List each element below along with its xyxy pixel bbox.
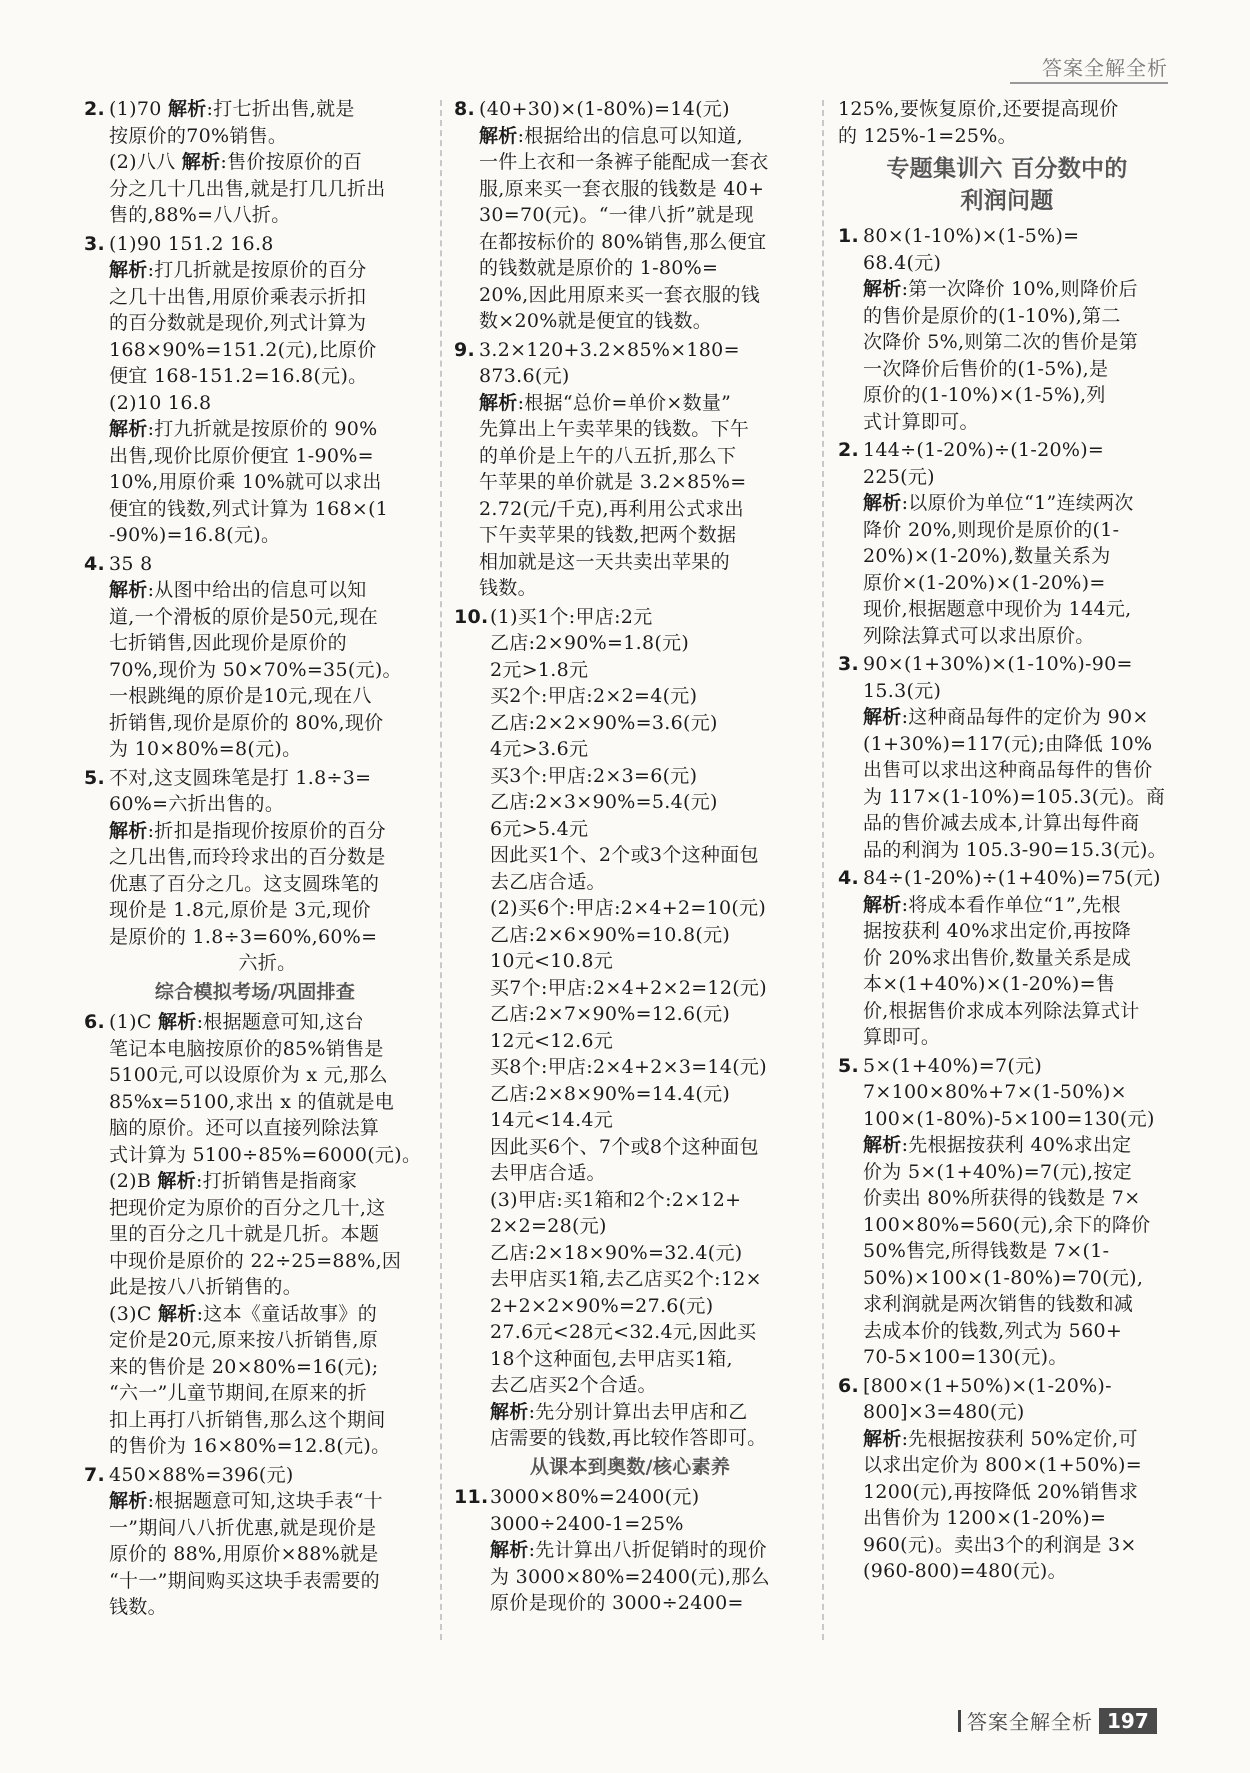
answer-line: 来的售价是 20×80%=16(元); <box>109 1355 379 1378</box>
answer-line: 50%)×100×(1-80%)=70(元), <box>863 1266 1144 1289</box>
answer-line: 去乙店合适。 <box>490 870 606 893</box>
answer-line: 的售价是原价的(1-10%),第二 <box>863 304 1121 327</box>
answer-line: 之几出售,而玲玲求出的百分数是 <box>109 846 386 868</box>
answer-line: 折销售,现价是原价的 80%,现价 <box>109 711 384 734</box>
answer-line: 式计算即可。 <box>863 410 979 433</box>
answer-line: 20%,因此用原来买一套衣服的钱 <box>479 283 761 306</box>
profit-item-1 <box>838 223 1176 435</box>
answer-line: 乙店:2×7×90%=12.6(元) <box>490 1003 731 1025</box>
answer-line: 为 10×80%=8(元)。 <box>109 738 302 760</box>
answer-line: 不对,这支圆珠笔是打 1.8÷3= <box>109 766 372 789</box>
answer-line: (3)C 解析:这本《童话故事》的 <box>109 1302 378 1325</box>
answer-line: 解析:将成本看作单位“1”,先根 <box>863 893 1121 916</box>
answer-line: 乙店:2×18×90%=32.4(元) <box>490 1241 743 1264</box>
section-title <box>838 153 1176 217</box>
answer-line: 买8个:甲店:2×4+2×3=14(元) <box>490 1056 767 1078</box>
answer-line: 解析:先根据按获利 40%求出定 <box>863 1134 1132 1156</box>
footer-bar <box>958 1710 961 1732</box>
answer-line: 为 117×(1-10%)=105.3(元)。商 <box>863 785 1166 808</box>
answer-line: 解析:先分别计算出去甲店和乙 <box>490 1400 748 1423</box>
answer-column-3 <box>838 96 1176 1656</box>
answer-item-9 <box>454 337 806 602</box>
answer-line: 数×20%就是便宜的钱数。 <box>479 310 713 332</box>
answer-line: 式计算为 5100÷85%=6000(元)。 <box>109 1143 422 1166</box>
answer-line: (1+30%)=117(元);由降低 10% <box>863 732 1153 755</box>
answer-line: 售的,88%=八八折。 <box>109 204 291 226</box>
answer-line: 降价 20%,则现价是原价的(1- <box>863 518 1120 541</box>
continued-answer <box>838 96 1176 149</box>
answer-line: 80×(1-10%)×(1-5%)= <box>863 225 1080 247</box>
answer-line: 5×(1+40%)=7(元) <box>863 1054 1043 1077</box>
answer-line: (2)八八 解析:售价按原价的百 <box>109 151 363 173</box>
footer-title: 答案全解全析 <box>967 1710 1093 1734</box>
answer-column-1 <box>84 96 426 1656</box>
answer-line: 去乙店买2个合适。 <box>490 1374 657 1396</box>
answer-line: 2.72(元/千克),再利用公式求出 <box>479 497 744 520</box>
answer-line: 价为 5×(1+40%)=7(元),按定 <box>863 1160 1132 1183</box>
answer-line: 的钱数就是原价的 1-80%= <box>479 257 719 279</box>
section-heading-core: 从课本到奥数/核心素养 <box>529 1455 731 1478</box>
answer-line: 一根跳绳的原价是10元,现在八 <box>109 685 372 707</box>
answer-line: 27.6元<28元<32.4元,因此买 <box>490 1321 757 1343</box>
answer-line: 乙店:2×3×90%=5.4(元) <box>490 791 718 813</box>
answer-line: 解析:根据给出的信息可以知道, <box>479 124 743 147</box>
profit-item-4 <box>838 865 1176 1051</box>
item-number: 5. <box>838 1054 860 1077</box>
answer-line: 60%=六折出售的。 <box>109 793 285 815</box>
answer-line: 去甲店买1箱,去乙店买2个:12× <box>490 1268 762 1290</box>
item-number: 2. <box>838 439 860 461</box>
answer-line: 100×(1-80%)-5×100=130(元) <box>863 1107 1155 1130</box>
answer-line: 168×90%=151.2(元),比原价 <box>109 338 377 361</box>
answer-line: (40+30)×(1-80%)=14(元) <box>479 98 730 120</box>
answer-line: 的售价为 16×80%=12.8(元)。 <box>109 1435 391 1457</box>
answer-line: 解析:这种商品每件的定价为 90× <box>863 706 1149 728</box>
item-number: 1. <box>838 225 860 247</box>
answer-line: 先算出上午卖苹果的钱数。下午 <box>479 418 750 440</box>
answer-line: 20%)×(1-20%),数量关系为 <box>863 545 1111 567</box>
answer-line: 买3个:甲店:2×3=6(元) <box>490 764 698 787</box>
answer-line: 脑的原价。还可以直接列除法算 <box>109 1117 380 1139</box>
answer-line: 服,原来买一套衣服的钱数是 40+ <box>479 177 765 200</box>
answer-line: 乙店:2×8×90%=14.4(元) <box>490 1082 731 1105</box>
answer-line: 800]×3=480(元) <box>863 1401 1025 1423</box>
answer-line: 价卖出 80%所获得的钱数是 7× <box>863 1187 1141 1209</box>
answer-line: 午苹果的单价就是 3.2×85%= <box>479 471 747 493</box>
item-number: 6. <box>84 1011 106 1033</box>
answer-line: (960-800)=480(元)。 <box>863 1560 1067 1582</box>
answer-line: 把现价定为原价的百分之几十,这 <box>109 1196 386 1219</box>
answer-line: 18个这种面包,去甲店买1箱, <box>490 1347 733 1370</box>
answer-line: 的单价是上午的八五折,那么下 <box>479 444 737 467</box>
answer-line: 现价,根据题意中现价为 144元, <box>863 598 1132 620</box>
answer-line: 960(元)。卖出3个的利润是 3× <box>863 1533 1137 1556</box>
answer-line: (2)买6个:甲店:2×4+2=10(元) <box>490 897 767 919</box>
answer-line: 下午卖苹果的钱数,把两个数据 <box>479 524 737 546</box>
answer-line: 算即可。 <box>863 1026 941 1048</box>
answer-line: 因此买1个、2个或3个这种面包 <box>490 844 759 866</box>
answer-line: 3.2×120+3.2×85%×180= <box>479 338 740 361</box>
answer-line: 30=70(元)。“一律八折”就是现 <box>479 204 754 226</box>
answer-line: 为 3000×80%=2400(元),那么 <box>490 1565 770 1588</box>
answer-line: 一”期间八八折优惠,就是现价是 <box>109 1516 377 1539</box>
item-number: 10. <box>454 605 489 628</box>
answer-line: 35 8 <box>109 552 153 575</box>
answer-item-6 <box>84 1009 426 1460</box>
section-title-line-1: 专题集训六 百分数中的 <box>886 156 1128 182</box>
answer-line: 68.4(元) <box>863 251 942 274</box>
answer-line: 扣上再打八折销售,那么这个期间 <box>109 1408 386 1431</box>
answer-line: 解析:折扣是指现价按原价的百分 <box>109 819 386 842</box>
answer-line: 出售,现价比原价便宜 1-90%= <box>109 444 374 467</box>
answer-line: 里的百分之几十就是几折。本题 <box>109 1223 380 1245</box>
answer-line: 求利润就是两次销售的钱数和减 <box>863 1293 1134 1315</box>
answer-line: 一件上衣和一条裤子能配成一套衣 <box>479 151 769 173</box>
item-number: 5. <box>84 766 106 789</box>
answer-line: 价 20%求出售价,数量关系是成 <box>863 946 1132 969</box>
answer-line: 因此买6个、7个或8个这种面包 <box>490 1135 759 1158</box>
answer-line: 以求出定价为 800×(1+50%)= <box>863 1454 1142 1476</box>
page-footer <box>958 1706 1157 1735</box>
answer-line: 六折。 <box>238 952 297 974</box>
answer-line: 据按获利 40%求出定价,再按降 <box>863 920 1132 942</box>
answer-line: 125%,要恢复原价,还要提高现价 <box>838 98 1119 120</box>
answer-line: (2)B 解析:打折销售是指商家 <box>109 1170 358 1192</box>
item-number: 11. <box>454 1486 489 1508</box>
answer-line: 乙店:2×6×90%=10.8(元) <box>490 923 731 946</box>
answer-line: 90×(1+30%)×(1-10%)-90= <box>863 653 1133 675</box>
answer-line: 去甲店合适。 <box>490 1162 606 1184</box>
answer-line: 一次降价后售价的(1-5%),是 <box>863 357 1109 380</box>
answer-line: (1)买1个:甲店:2元 <box>490 605 653 628</box>
profit-item-5 <box>838 1053 1176 1371</box>
answer-line: 出售可以求出这种商品每件的售价 <box>863 759 1153 781</box>
answer-line: 在都按标价的 80%销售,那么便宜 <box>479 230 767 253</box>
answer-column-2 <box>454 96 806 1656</box>
answer-line: 买7个:甲店:2×4+2×2=12(元) <box>490 976 767 999</box>
answer-line: 873.6(元) <box>479 365 570 387</box>
page-number: 197 <box>1099 1708 1157 1734</box>
answer-item-7 <box>84 1462 426 1621</box>
answer-line: 14元<14.4元 <box>490 1109 614 1131</box>
item-number: 3. <box>84 232 106 255</box>
answer-line: 出售价为 1200×(1-20%)= <box>863 1507 1107 1529</box>
item-number: 6. <box>838 1374 860 1397</box>
header-rule <box>1010 82 1168 84</box>
answer-line: (1)90 151.2 16.8 <box>109 232 274 255</box>
answer-line: 之几十出售,用原价乘表示折扣 <box>109 285 367 308</box>
answer-line: 价,根据售价求成本列除法算式计 <box>863 999 1140 1022</box>
answer-line: 100×80%=560(元),余下的降价 <box>863 1213 1151 1236</box>
profit-item-6 <box>838 1373 1176 1585</box>
answer-line: 6元>5.4元 <box>490 817 589 840</box>
answer-line: 12元<12.6元 <box>490 1029 614 1052</box>
item-number: 4. <box>84 552 106 575</box>
answer-line: 70%,现价为 50×70%=35(元)。 <box>109 658 402 681</box>
answer-line: 本×(1+40%)×(1-20%)=售 <box>863 973 1116 995</box>
answer-line: 解析:根据题意可知,这块手表“十 <box>109 1490 383 1512</box>
answer-item-8 <box>454 96 806 335</box>
answer-line: 现价是 1.8元,原价是 3元,现价 <box>109 899 371 921</box>
answer-line: 买2个:甲店:2×2=4(元) <box>490 685 698 707</box>
answer-line: 次降价 5%,则第二次的售价是第 <box>863 331 1139 353</box>
answer-line: 原价是现价的 3000÷2400= <box>490 1592 744 1614</box>
answer-line: 钱数。 <box>479 577 537 599</box>
answer-line: 4元>3.6元 <box>490 738 589 760</box>
answer-line: “十一”期间购买这块手表需要的 <box>109 1569 380 1592</box>
answer-line: 70-5×100=130(元)。 <box>863 1346 1068 1368</box>
answer-line: 去成本价的钱数,列式为 560+ <box>863 1319 1123 1342</box>
answer-line: 3000×80%=2400(元) <box>490 1486 700 1508</box>
answer-line: -90%)=16.8(元)。 <box>109 524 281 546</box>
answer-line: 解析:打九折就是按原价的 90% <box>109 418 378 440</box>
answer-line: 钱数。 <box>109 1596 167 1618</box>
answer-line: 10元<10.8元 <box>490 950 614 972</box>
answer-line: 85%x=5100,求出 x 的值就是电 <box>109 1090 395 1113</box>
answer-item-11 <box>454 1484 806 1617</box>
answer-line: 定价是20元,原来按八折销售,原 <box>109 1329 379 1351</box>
answer-line: 是原价的 1.8÷3=60%,60%= <box>109 925 378 948</box>
answer-line: 便宜的钱数,列式计算为 168×(1 <box>109 497 389 520</box>
answer-line: (2)10 16.8 <box>109 391 212 414</box>
answer-line: 按原价的70%销售。 <box>109 124 288 147</box>
answer-line: 解析:以原价为单位“1”连续两次 <box>863 492 1134 514</box>
section-heading-review: 综合模拟考场/巩固排查 <box>154 980 356 1003</box>
answer-line: 解析:打几折就是按原价的百分 <box>109 259 367 281</box>
answer-line: 解析:根据“总价=单价×数量” <box>479 391 732 414</box>
answer-line: 七折销售,因此现价是原价的 <box>109 632 347 654</box>
answer-line: 品的售价减去成本,计算出每件商 <box>863 812 1140 834</box>
answer-line: 2×2=28(元) <box>490 1215 607 1237</box>
answer-line: 乙店:2×2×90%=3.6(元) <box>490 711 718 734</box>
answer-line: 15.3(元) <box>863 679 942 702</box>
answer-line: “六一”儿童节期间,在原来的折 <box>109 1382 367 1404</box>
answer-line: 道,一个滑板的原价是50元,现在 <box>109 605 379 628</box>
answer-line: 5100元,可以设原价为 x 元,那么 <box>109 1064 388 1086</box>
answer-line: 相加就是这一天共卖出苹果的 <box>479 550 730 573</box>
answer-line: 450×88%=396(元) <box>109 1463 294 1486</box>
answer-line: 50%售完,所得钱数是 7×(1- <box>863 1240 1110 1262</box>
profit-item-3 <box>838 651 1176 863</box>
answer-line: 解析:先根据按获利 50%定价,可 <box>863 1427 1138 1450</box>
answer-line: 笔记本电脑按原价的85%销售是 <box>109 1037 384 1060</box>
answer-line: 1200(元),再按降低 20%销售求 <box>863 1480 1139 1503</box>
profit-item-2 <box>838 437 1176 649</box>
answer-line: (3)甲店:买1箱和2个:2×12+ <box>490 1188 742 1211</box>
answer-line: 10%,用原价乘 10%就可以求出 <box>109 471 382 493</box>
answer-line: 的 125%-1=25%。 <box>838 124 1017 147</box>
answer-item-3 <box>84 231 426 549</box>
item-number: 4. <box>838 867 860 889</box>
answer-line: 的百分数就是现价,列式计算为 <box>109 312 367 334</box>
answer-line: 原价的(1-10%)×(1-5%),列 <box>863 384 1106 406</box>
item-number: 2. <box>84 98 106 120</box>
section-title-line-2: 利润问题 <box>960 188 1054 214</box>
answer-line: 中现价是原价的 22÷25=88%,因 <box>109 1249 402 1272</box>
answer-line: 原价的 88%,用原价×88%就是 <box>109 1543 379 1565</box>
answer-line: 分之几十几出售,就是打几几折出 <box>109 177 386 200</box>
answer-line: 解析:从图中给出的信息可以知 <box>109 579 367 601</box>
answer-item-2 <box>84 96 426 229</box>
answer-line: 解析:第一次降价 10%,则降价后 <box>863 278 1138 300</box>
answer-line: 列除法算式可以求出原价。 <box>863 624 1095 647</box>
item-number: 3. <box>838 653 860 675</box>
answer-line: 7×100×80%+7×(1-50%)× <box>863 1081 1127 1103</box>
answer-line: 便宜 168-151.2=16.8(元)。 <box>109 365 368 387</box>
answer-item-5 <box>84 765 426 977</box>
item-number: 8. <box>454 98 476 120</box>
answer-line: 2元>1.8元 <box>490 658 589 681</box>
item-number: 7. <box>84 1463 106 1486</box>
answer-line: 优惠了百分之几。这支圆珠笔的 <box>109 872 380 895</box>
answer-line: 品的利润为 105.3-90=15.3(元)。 <box>863 838 1167 861</box>
answer-line: 此是按八八折销售的。 <box>109 1276 303 1298</box>
column-separator <box>440 100 442 1640</box>
item-number: 9. <box>454 338 476 361</box>
answer-line: 144÷(1-20%)÷(1-20%)= <box>863 439 1105 461</box>
answer-line: 3000÷2400-1=25% <box>490 1512 684 1535</box>
column-separator <box>822 100 824 1640</box>
answer-item-4 <box>84 551 426 763</box>
answer-line: (1)70 解析:打七折出售,就是 <box>109 98 355 120</box>
answer-line: 原价×(1-20%)×(1-20%)= <box>863 571 1106 594</box>
answer-line: 店需要的钱数,再比较作答即可。 <box>490 1427 767 1449</box>
answer-line: 解析:先计算出八折促销时的现价 <box>490 1539 767 1561</box>
answer-line: 84÷(1-20%)÷(1+40%)=75(元) <box>863 867 1161 889</box>
answer-line: (1)C 解析:根据题意可知,这台 <box>109 1011 365 1033</box>
answer-line: [800×(1+50%)×(1-20%)- <box>863 1374 1112 1397</box>
answer-line: 乙店:2×90%=1.8(元) <box>490 632 690 654</box>
answer-item-10 <box>454 604 806 1452</box>
page-header-title: 答案全解全析 <box>1042 56 1168 80</box>
answer-line: 2+2×2×90%=27.6(元) <box>490 1294 714 1317</box>
answer-line: 225(元) <box>863 465 935 488</box>
